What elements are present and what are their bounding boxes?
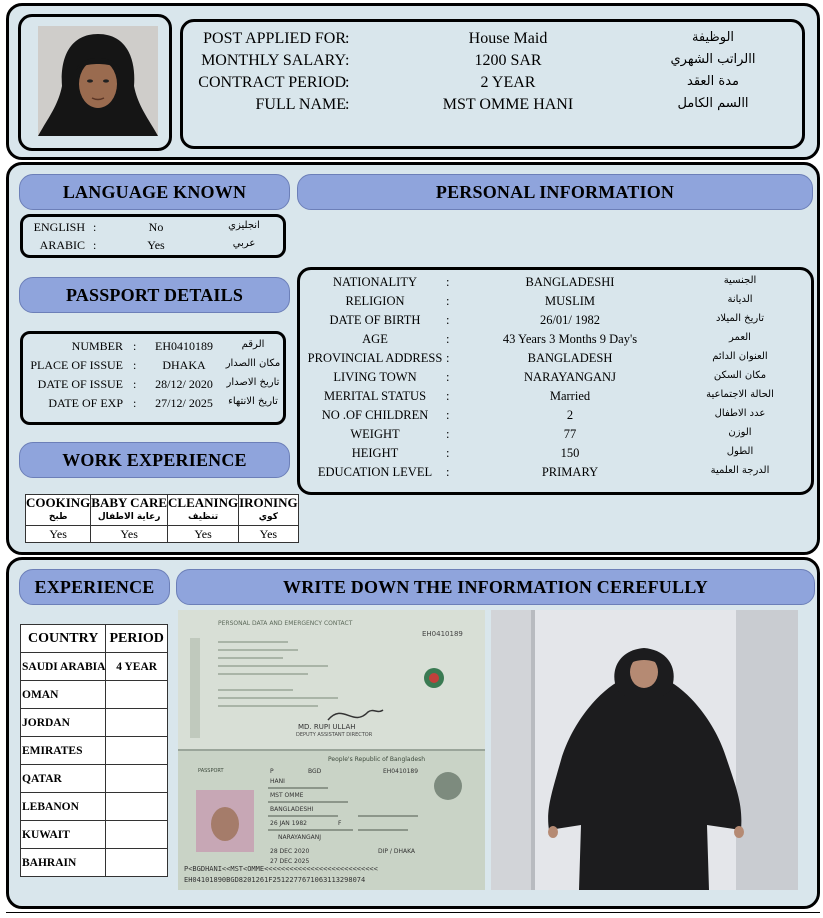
passport-label: NUMBER — [71, 339, 123, 353]
work-skill-ar: تنظيف — [187, 512, 219, 522]
personal-arabic: عدد الاطفال — [714, 408, 766, 419]
passport-colon: : — [133, 339, 137, 353]
country-name: BAHRAIN — [21, 849, 106, 877]
personal-colon: : — [446, 427, 450, 441]
personal-label: NATIONALITY — [332, 275, 417, 289]
work-skill-header — [91, 495, 168, 526]
passport-scan-label: PASSPORT — [198, 768, 224, 774]
header-arabic: الوظيفة — [691, 30, 735, 45]
header-value: 2 YEAR — [480, 74, 536, 91]
country-experience-table — [20, 624, 168, 877]
header-value: House Maid — [468, 30, 548, 47]
personal-label: HEIGHT — [351, 446, 399, 460]
work-skill-ar: طبخ — [48, 512, 68, 522]
profile-photo — [38, 26, 158, 136]
passport-label: DATE OF ISSUE — [37, 377, 123, 391]
passport-value: EH0410189 — [155, 339, 213, 353]
personal-row — [300, 427, 811, 446]
personal-value: 43 Years 3 Months 9 Day's — [502, 332, 638, 346]
work-skill-value: Yes — [239, 526, 299, 543]
country-period — [106, 681, 168, 709]
passport-scan-given: MST OMME — [270, 792, 304, 799]
personal-arabic: مكان السكن — [713, 370, 767, 381]
country-row — [21, 821, 168, 849]
header-label: POST APPLIED FOR — [203, 30, 346, 47]
personal-information-heading: PERSONAL INFORMATION — [297, 174, 813, 210]
personal-row — [300, 332, 811, 351]
passport-scan-dob: 26 JAN 1982 — [270, 820, 307, 827]
personal-arabic: تاريخ الميلاد — [715, 313, 765, 324]
work-experience-table — [25, 494, 299, 543]
passport-value: 28/12/ 2020 — [155, 377, 213, 391]
passport-scan-place: NARAYANGANJ — [278, 834, 321, 841]
passport-row — [23, 377, 283, 396]
country-period — [106, 709, 168, 737]
personal-arabic: الجنسية — [723, 275, 757, 286]
country-row — [21, 681, 168, 709]
country-row — [21, 709, 168, 737]
experience-heading: EXPERIENCE — [19, 569, 170, 605]
full-body-photo — [491, 610, 798, 890]
personal-info-frame — [297, 267, 814, 495]
passport-arabic: تاريخ الانتهاء — [228, 396, 278, 407]
personal-arabic: الوزن — [728, 427, 752, 438]
next-page-strip — [6, 912, 820, 918]
header-row — [183, 96, 802, 118]
personal-value: BANGLADESH — [527, 351, 613, 365]
work-skill-en: COOKING — [26, 495, 91, 510]
personal-value: Married — [549, 389, 591, 403]
header-value: 1200 SAR — [474, 52, 542, 69]
personal-colon: : — [446, 275, 450, 289]
personal-row — [300, 370, 811, 389]
work-skill-ar: كوي — [258, 512, 278, 522]
country-period — [106, 821, 168, 849]
personal-row — [300, 389, 811, 408]
country-name: EMIRATES — [21, 737, 106, 765]
country-row — [21, 737, 168, 765]
header-colon: : — [345, 74, 350, 91]
passport-scan-surname: HANI — [270, 778, 285, 785]
language-colon: : — [93, 220, 97, 234]
passport-scan-expiry: 27 DEC 2025 — [270, 858, 310, 865]
header-panel — [6, 3, 820, 160]
language-known-heading: LANGUAGE KNOWN — [19, 174, 290, 210]
passport-scan-mrz-line1: P<BGDHANI<<MST<OMME<<<<<<<<<<<<<<<<<<<<<<<<<<< — [184, 865, 378, 873]
work-skill-value: Yes — [26, 526, 91, 543]
work-skill-header — [26, 495, 91, 526]
passport-scan-authority: DIP / DHAKA — [378, 848, 416, 855]
country-column-header: COUNTRY — [21, 625, 106, 653]
header-label: CONTRACT PERIOD — [198, 74, 346, 91]
woman-full-body-icon — [491, 610, 798, 890]
write-down-heading: WRITE DOWN THE INFORMATION CEREFULLY — [176, 569, 815, 605]
profile-photo-frame — [18, 14, 172, 151]
header-label: FULL NAME — [255, 96, 346, 113]
country-row — [21, 849, 168, 877]
woman-hijab-portrait-icon — [38, 26, 158, 136]
personal-arabic: الحالة الاجتماعية — [706, 389, 774, 400]
language-colon: : — [93, 238, 97, 252]
passport-arabic: مكان االصدار — [225, 358, 281, 369]
header-value: MST OMME HANI — [442, 96, 574, 113]
country-row — [21, 793, 168, 821]
passport-row — [23, 339, 283, 358]
personal-row — [300, 446, 811, 465]
personal-arabic: العمر — [729, 332, 751, 343]
personal-colon: : — [446, 389, 450, 403]
passport-scan-number: EH0410189 — [383, 768, 419, 775]
personal-colon: : — [446, 313, 450, 327]
passport-value: 27/12/ 2025 — [155, 396, 213, 410]
country-name: JORDAN — [21, 709, 106, 737]
personal-row — [300, 294, 811, 313]
passport-scan-signer: MD. RUPI ULLAH — [298, 723, 356, 731]
passport-label: DATE OF EXP — [48, 396, 123, 410]
country-row — [21, 653, 168, 681]
header-label: MONTHLY SALARY — [201, 52, 346, 69]
passport-scan-header: PERSONAL DATA AND EMERGENCY CONTACT — [218, 620, 353, 627]
experience-panel — [6, 557, 820, 909]
job-info-frame — [180, 19, 805, 149]
header-arabic: االراتب الشهري — [670, 52, 756, 67]
personal-row — [300, 275, 811, 294]
header-arabic: مدة العقد — [687, 74, 739, 89]
work-skill-value: Yes — [91, 526, 168, 543]
header-arabic: االسم الكامل — [677, 96, 749, 111]
personal-label: NO .OF CHILDREN — [321, 408, 429, 422]
passport-arabic: الرقم — [241, 339, 265, 350]
personal-row — [300, 408, 811, 427]
passport-row — [23, 396, 283, 415]
language-label: ENGLISH — [33, 220, 85, 234]
personal-value: 2 — [566, 408, 574, 422]
personal-value: 150 — [560, 446, 580, 460]
language-value: Yes — [147, 238, 165, 252]
language-arabic: عربي — [232, 238, 256, 249]
personal-row — [300, 313, 811, 332]
personal-label: PROVINCIAL ADDRESS — [307, 351, 443, 365]
header-colon: : — [345, 30, 350, 47]
work-experience-heading: WORK EXPERIENCE — [19, 442, 290, 478]
passport-scan-number-vertical: EH0410189 — [422, 630, 463, 638]
language-label: ARABIC — [39, 238, 85, 252]
language-row — [23, 220, 283, 238]
passport-label: PLACE OF ISSUE — [30, 358, 123, 372]
country-period — [106, 793, 168, 821]
passport-value: DHAKA — [162, 358, 206, 372]
personal-label: AGE — [362, 332, 388, 346]
header-row — [183, 74, 802, 96]
details-panel — [6, 162, 820, 555]
language-row — [23, 238, 283, 256]
personal-colon: : — [446, 446, 450, 460]
passport-scan-type: P — [270, 768, 274, 775]
work-skill-en: IRONING — [239, 495, 298, 510]
country-row — [21, 765, 168, 793]
passport-scan-image — [178, 610, 485, 890]
personal-label: LIVING TOWN — [333, 370, 417, 384]
personal-value: MUSLIM — [544, 294, 595, 308]
passport-colon: : — [133, 377, 137, 391]
personal-arabic: الديانة — [727, 294, 753, 305]
country-name: OMAN — [21, 681, 106, 709]
work-skill-en: CLEANING — [168, 495, 239, 510]
country-period — [106, 849, 168, 877]
work-skill-header — [239, 495, 299, 526]
work-skill-en: BABY CARE — [91, 495, 168, 510]
country-name: KUWAIT — [21, 821, 106, 849]
personal-label: RELIGION — [345, 294, 405, 308]
header-row — [183, 52, 802, 74]
passport-scan-country: People's Republic of Bangladesh — [328, 756, 426, 763]
country-period: 4 YEAR — [106, 653, 168, 681]
passport-scan-icon — [178, 610, 485, 890]
header-colon: : — [345, 52, 350, 69]
passport-colon: : — [133, 358, 137, 372]
language-arabic: انجليزي — [228, 220, 260, 231]
work-skill-header — [168, 495, 239, 526]
header-colon: : — [345, 96, 350, 113]
language-frame — [20, 214, 286, 258]
personal-arabic: العنوان الدائم — [712, 351, 768, 362]
passport-row — [23, 358, 283, 377]
personal-row — [300, 465, 811, 484]
passport-colon: : — [133, 396, 137, 410]
personal-row — [300, 351, 811, 370]
country-period — [106, 765, 168, 793]
personal-label: MERITAL STATUS — [323, 389, 427, 403]
country-name: QATAR — [21, 765, 106, 793]
personal-arabic: الدرجة العلمية — [710, 465, 770, 476]
personal-colon: : — [446, 408, 450, 422]
header-row — [183, 30, 802, 52]
passport-scan-issue: 28 DEC 2020 — [270, 848, 310, 855]
passport-arabic: تاريخ الاصدار — [226, 377, 280, 388]
personal-label: WEIGHT — [350, 427, 400, 441]
language-value: No — [148, 220, 164, 234]
work-skill-value: Yes — [168, 526, 239, 543]
personal-value: PRIMARY — [541, 465, 599, 479]
passport-scan-sex: F — [338, 820, 342, 827]
period-column-header: PERIOD — [106, 625, 168, 653]
personal-label: EDUCATION LEVEL — [317, 465, 433, 479]
passport-details-heading: PASSPORT DETAILS — [19, 277, 290, 313]
personal-value: 77 — [563, 427, 577, 441]
personal-colon: : — [446, 465, 450, 479]
personal-value: 26/01/ 1982 — [539, 313, 601, 327]
passport-scan-nationality: BANGLADESHI — [270, 806, 314, 813]
passport-scan-code: BGD — [308, 768, 322, 775]
country-period — [106, 737, 168, 765]
personal-label: DATE OF BIRTH — [329, 313, 421, 327]
passport-scan-mrz-line2: EH04101890BGD8201261F2512277671063113298074 — [184, 876, 366, 884]
personal-colon: : — [446, 370, 450, 384]
passport-scan-signer-title: DEPUTY ASSISTANT DIRECTOR — [296, 732, 373, 738]
work-skill-ar: رعاية الاطفال — [97, 512, 161, 522]
personal-colon: : — [446, 294, 450, 308]
personal-colon: : — [446, 332, 450, 346]
personal-value: NARAYANGANJ — [524, 370, 616, 384]
passport-frame — [20, 331, 286, 425]
personal-arabic: الطول — [726, 446, 754, 457]
personal-colon: : — [446, 351, 450, 365]
personal-value: BANGLADESHI — [525, 275, 615, 289]
country-name: LEBANON — [21, 793, 106, 821]
country-name: SAUDI ARABIA — [21, 653, 106, 681]
